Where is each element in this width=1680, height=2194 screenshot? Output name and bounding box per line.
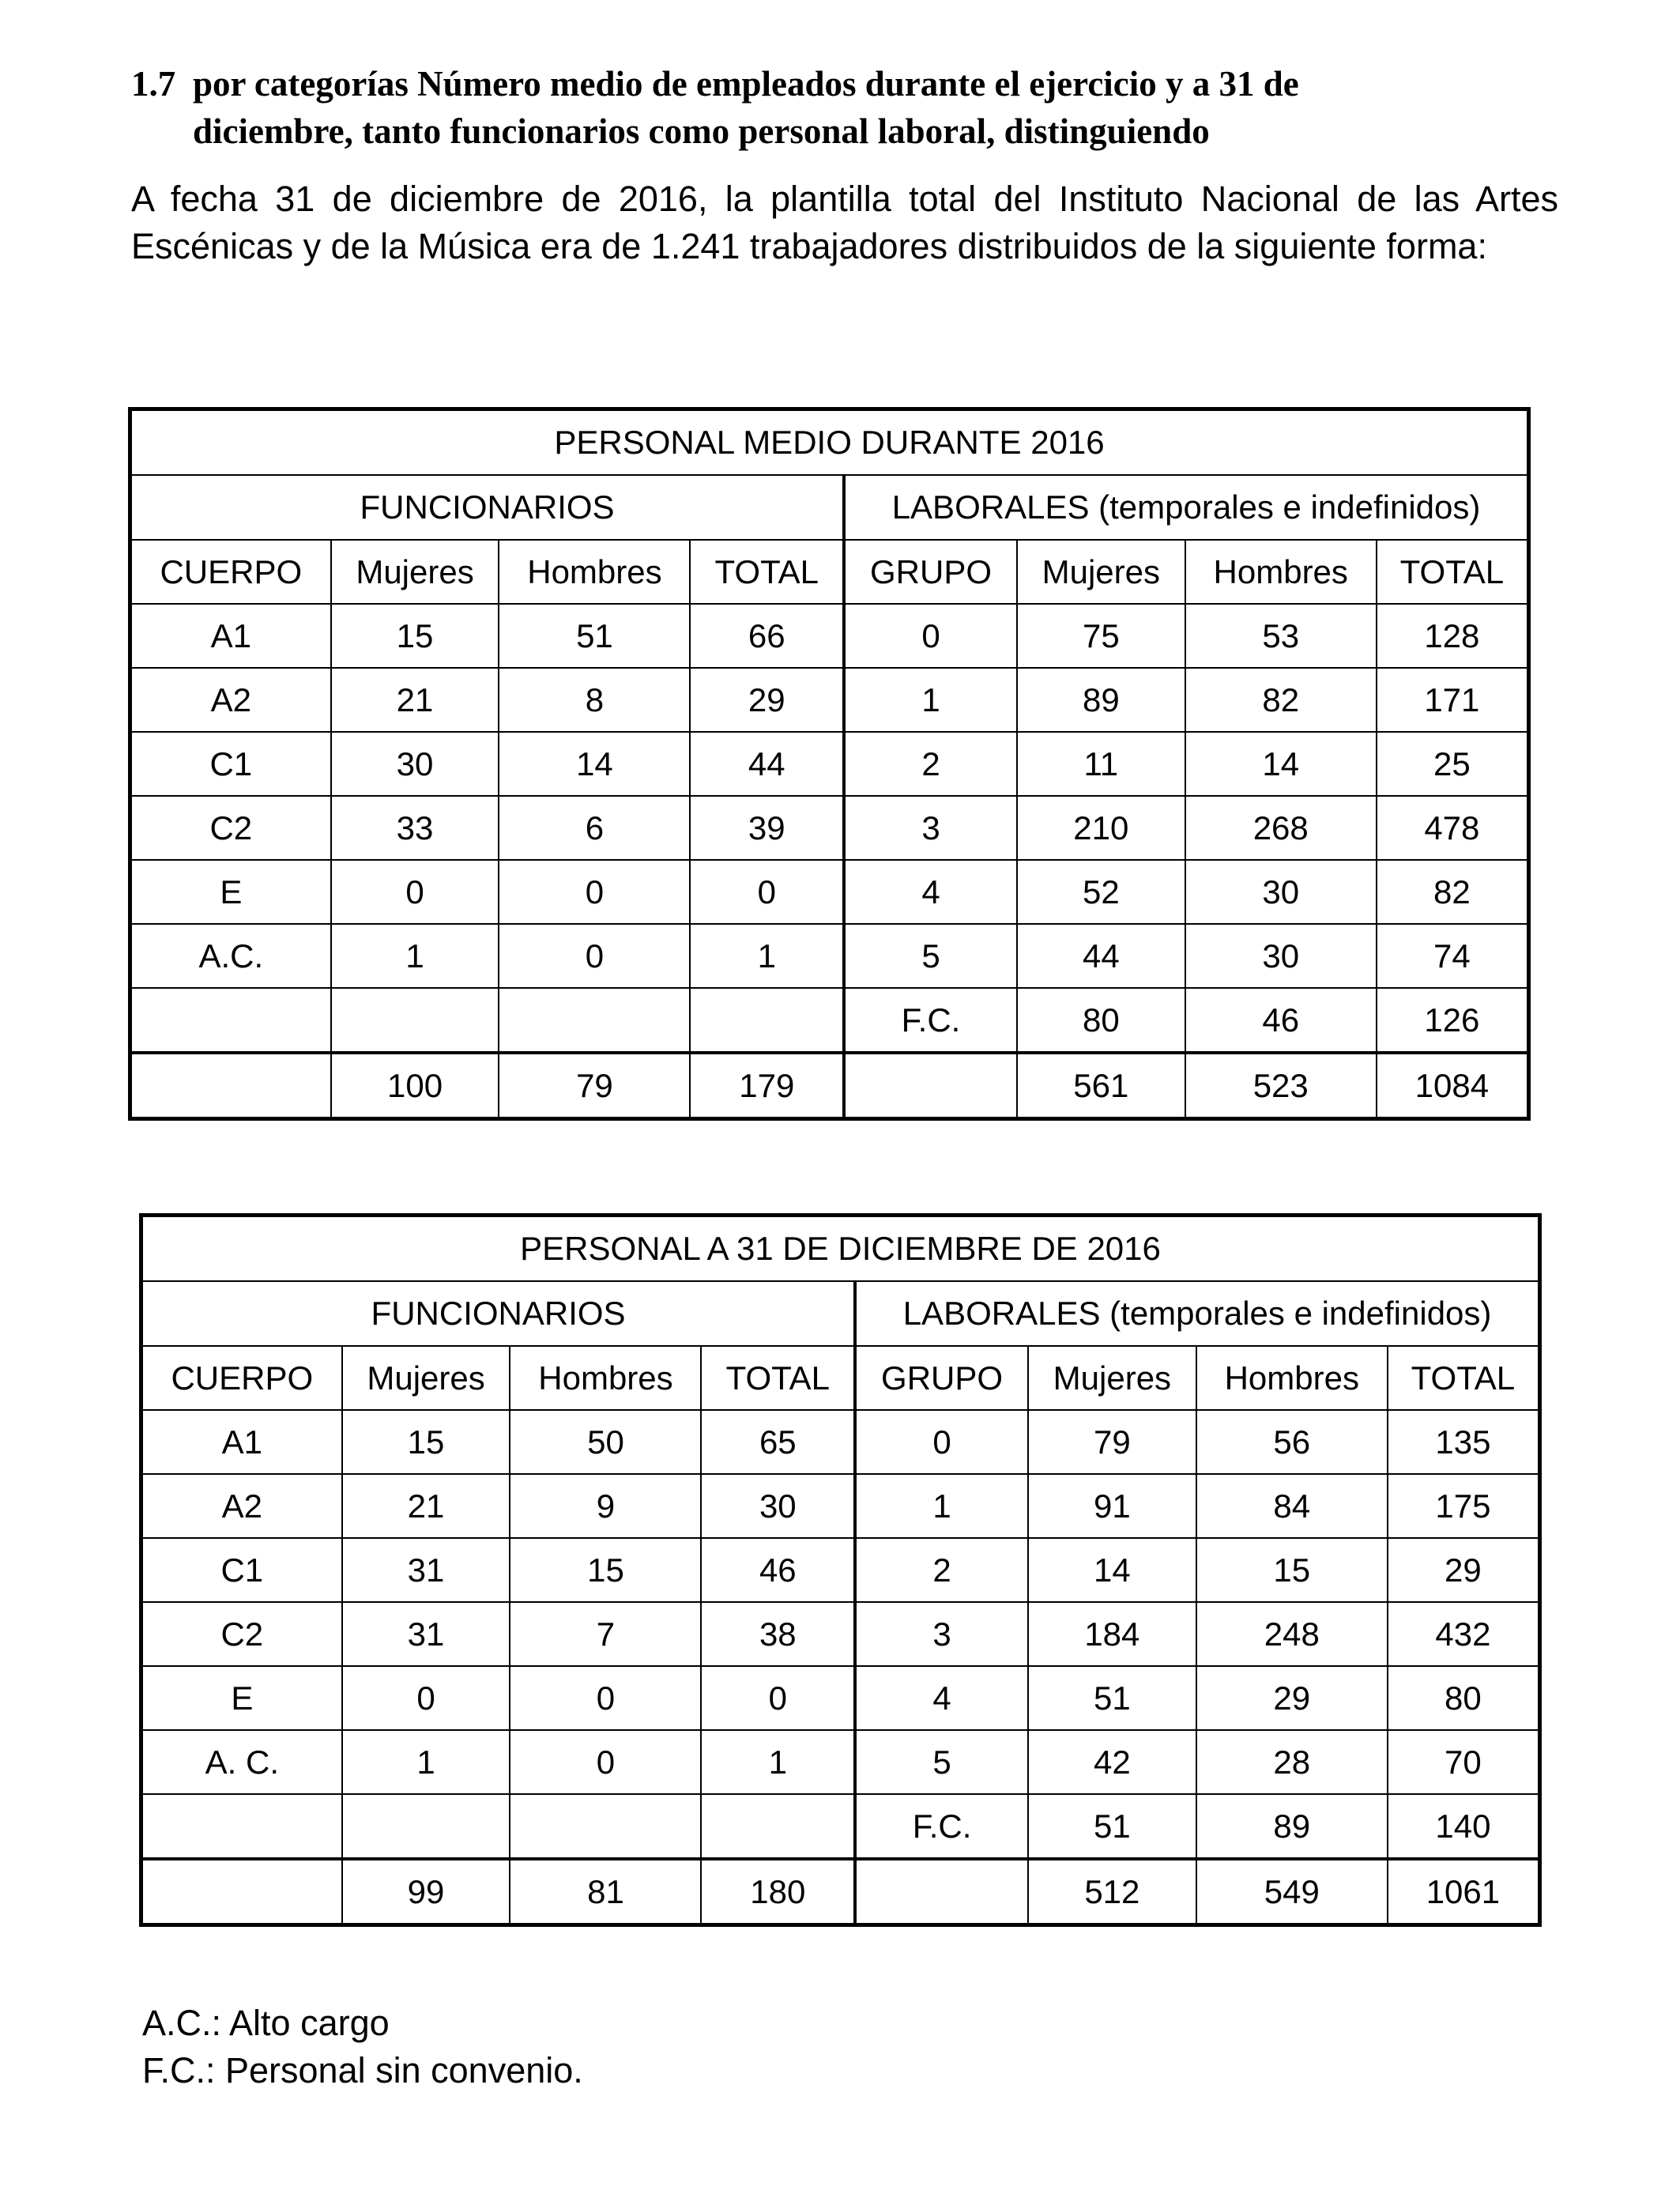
laborales-header: LABORALES (temporales e indefinidos) [855,1281,1539,1346]
table-cell: 1 [701,1730,855,1794]
table-row [130,860,1529,924]
table-row [141,1474,1540,1538]
table-cell: 2 [855,1538,1028,1602]
table-cell [690,988,844,1053]
footnote-ac: A.C.: Alto cargo [142,2003,390,2043]
table-cell: 75 [1017,604,1185,668]
section-heading-line-2: diciembre, tanto funcionarios como personal laboral, distinguiendo [193,111,1210,151]
table-title-row [141,1216,1540,1282]
table-cell: 39 [690,796,844,860]
total-cell: 1084 [1377,1053,1529,1119]
table-cell: 74 [1377,924,1529,988]
table-cell: A1 [130,604,331,668]
table-cell: 80 [1388,1666,1540,1730]
column-header: Hombres [1196,1346,1388,1410]
table-cell: 28 [1196,1730,1388,1794]
funcionarios-header: FUNCIONARIOS [130,475,845,540]
column-header-row [130,540,1529,604]
table-cell: 29 [690,668,844,732]
table-cell [141,1794,342,1859]
table-cell: 84 [1196,1474,1388,1538]
table-cell: 30 [701,1474,855,1538]
column-header: GRUPO [844,540,1017,604]
table-cell: 29 [1388,1538,1540,1602]
table-cell [130,988,331,1053]
table-cell: 14 [1028,1538,1196,1602]
table-cell: 1 [331,924,499,988]
table-cell: 30 [1185,924,1377,988]
table-cell: 210 [1017,796,1185,860]
table-cell: 82 [1377,860,1529,924]
table-row [130,604,1529,668]
table-cell: 0 [844,604,1017,668]
table-cell [331,988,499,1053]
table-cell: 11 [1017,732,1185,796]
table-cell: 171 [1377,668,1529,732]
table-cell: 46 [1185,988,1377,1053]
total-cell [844,1053,1017,1119]
column-header: Mujeres [1028,1346,1196,1410]
table-cell: 89 [1196,1794,1388,1859]
table-cell: 128 [1377,604,1529,668]
table-cell: 38 [701,1602,855,1666]
table-cell: 432 [1388,1602,1540,1666]
table-cell: 80 [1017,988,1185,1053]
column-header: TOTAL [1388,1346,1540,1410]
table-cell: 91 [1028,1474,1196,1538]
total-cell: 99 [342,1859,510,1925]
table-row [141,1538,1540,1602]
column-header: TOTAL [1377,540,1529,604]
table-row [141,1666,1540,1730]
table-cell: 15 [1196,1538,1388,1602]
total-cell: 512 [1028,1859,1196,1925]
table-title: PERSONAL A 31 DE DICIEMBRE DE 2016 [141,1216,1540,1282]
section-number: 1.7 [131,64,176,104]
table-cell: 65 [701,1410,855,1474]
column-header: TOTAL [690,540,844,604]
total-cell: 523 [1185,1053,1377,1119]
table-cell: A2 [130,668,331,732]
table-cell: 79 [1028,1410,1196,1474]
table-row [130,668,1529,732]
column-header: Mujeres [331,540,499,604]
section-heading [131,60,1558,155]
table-cell: 1 [342,1730,510,1794]
table-cell: A2 [141,1474,342,1538]
table-cell: C2 [130,796,331,860]
table-cell: 126 [1377,988,1529,1053]
table-cell: 53 [1185,604,1377,668]
total-cell [130,1053,331,1119]
table-cell: 1 [690,924,844,988]
table-cell: 0 [701,1666,855,1730]
table-cell: 15 [331,604,499,668]
total-cell: 79 [499,1053,690,1119]
column-header: Hombres [1185,540,1377,604]
column-header: Mujeres [1017,540,1185,604]
total-cell: 100 [331,1053,499,1119]
table-cell: 15 [510,1538,701,1602]
table-title: PERSONAL MEDIO DURANTE 2016 [130,409,1529,476]
table-cell: 33 [331,796,499,860]
column-header: CUERPO [141,1346,342,1410]
table-cell: 50 [510,1410,701,1474]
table-cell: 15 [342,1410,510,1474]
table-row [130,988,1529,1053]
total-cell: 549 [1196,1859,1388,1925]
table-cell: E [130,860,331,924]
table-cell: 0 [342,1666,510,1730]
table-cell: 70 [1388,1730,1540,1794]
table-cell: 21 [342,1474,510,1538]
table-cell: 0 [510,1730,701,1794]
table-row [130,796,1529,860]
column-header: CUERPO [130,540,331,604]
table-row [141,1730,1540,1794]
table-cell: 478 [1377,796,1529,860]
table-cell: 3 [855,1602,1028,1666]
table-cell: 0 [499,860,690,924]
laborales-header: LABORALES (temporales e indefinidos) [844,475,1528,540]
table-cell: 82 [1185,668,1377,732]
table-cell: C1 [130,732,331,796]
table-title-row [130,409,1529,476]
table-cell [510,1794,701,1859]
funcionarios-header: FUNCIONARIOS [141,1281,856,1346]
table-cell: 51 [1028,1666,1196,1730]
column-header: Mujeres [342,1346,510,1410]
group-header-row [141,1281,1540,1346]
table-cell: 268 [1185,796,1377,860]
table-cell: 2 [844,732,1017,796]
group-header-row [130,475,1529,540]
table-cell: 1 [844,668,1017,732]
table-cell: 0 [499,924,690,988]
total-cell: 179 [690,1053,844,1119]
table-cell: 31 [342,1538,510,1602]
table-cell: E [141,1666,342,1730]
table-cell: A.C. [130,924,331,988]
total-cell: 180 [701,1859,855,1925]
table-row [130,924,1529,988]
table-cell: C2 [141,1602,342,1666]
column-header: TOTAL [701,1346,855,1410]
table-cell: 8 [499,668,690,732]
table-cell: 1 [855,1474,1028,1538]
table-cell: 29 [1196,1666,1388,1730]
table-cell: 248 [1196,1602,1388,1666]
table-cell: A1 [141,1410,342,1474]
table-cell: 66 [690,604,844,668]
table-cell: 4 [844,860,1017,924]
table-cell: 3 [844,796,1017,860]
table-cell: 0 [690,860,844,924]
table-cell: F.C. [855,1794,1028,1859]
column-header: GRUPO [855,1346,1028,1410]
footnote-fc: F.C.: Personal sin convenio. [142,2050,583,2090]
table-cell: 30 [1185,860,1377,924]
table-cell: 175 [1388,1474,1540,1538]
table-cell: 14 [499,732,690,796]
table-cell: 44 [690,732,844,796]
table-cell: 89 [1017,668,1185,732]
table-cell: A. C. [141,1730,342,1794]
table-cell: 30 [331,732,499,796]
table-cell: 42 [1028,1730,1196,1794]
table-cell: 5 [855,1730,1028,1794]
table-cell: 56 [1196,1410,1388,1474]
table-cell: 51 [499,604,690,668]
table-cell: 14 [1185,732,1377,796]
table-cell: 44 [1017,924,1185,988]
totals-row [130,1053,1529,1119]
intro-paragraph: A fecha 31 de diciembre de 2016, la plantilla total del Instituto Nacional de las Artes Escénicas y de la Música era de 1.241 trabajadores distribuidos de la siguiente forma: [131,179,1558,266]
total-cell [855,1859,1028,1925]
table-cell: 5 [844,924,1017,988]
table-cell: 184 [1028,1602,1196,1666]
table-row [141,1602,1540,1666]
table-cell: 52 [1017,860,1185,924]
table-row [141,1794,1540,1859]
table-cell: 51 [1028,1794,1196,1859]
table-cell: 0 [331,860,499,924]
table-staff-dec-31-2016 [139,1213,1542,1927]
table-cell: 6 [499,796,690,860]
total-cell: 81 [510,1859,701,1925]
table-row [130,732,1529,796]
table-cell: 25 [1377,732,1529,796]
table-row [141,1410,1540,1474]
total-cell: 561 [1017,1053,1185,1119]
table-cell: 9 [510,1474,701,1538]
table-cell: 140 [1388,1794,1540,1859]
total-cell: 1061 [1388,1859,1540,1925]
table-cell: 135 [1388,1410,1540,1474]
totals-row [141,1859,1540,1925]
table-cell: 0 [855,1410,1028,1474]
table-cell [342,1794,510,1859]
footnotes [142,2000,583,2094]
column-header: Hombres [510,1346,701,1410]
table-cell [499,988,690,1053]
table-cell: 7 [510,1602,701,1666]
table-cell: 31 [342,1602,510,1666]
table-cell: 4 [855,1666,1028,1730]
table-average-staff-2016 [128,407,1531,1121]
total-cell [141,1859,342,1925]
table-cell: C1 [141,1538,342,1602]
table-cell: F.C. [844,988,1017,1053]
column-header: Hombres [499,540,690,604]
table-cell: 46 [701,1538,855,1602]
section-heading-line-1: por categorías Número medio de empleados durante el ejercicio y a 31 de [193,64,1299,104]
column-header-row [141,1346,1540,1410]
table-cell [701,1794,855,1859]
table-cell: 21 [331,668,499,732]
table-cell: 0 [510,1666,701,1730]
